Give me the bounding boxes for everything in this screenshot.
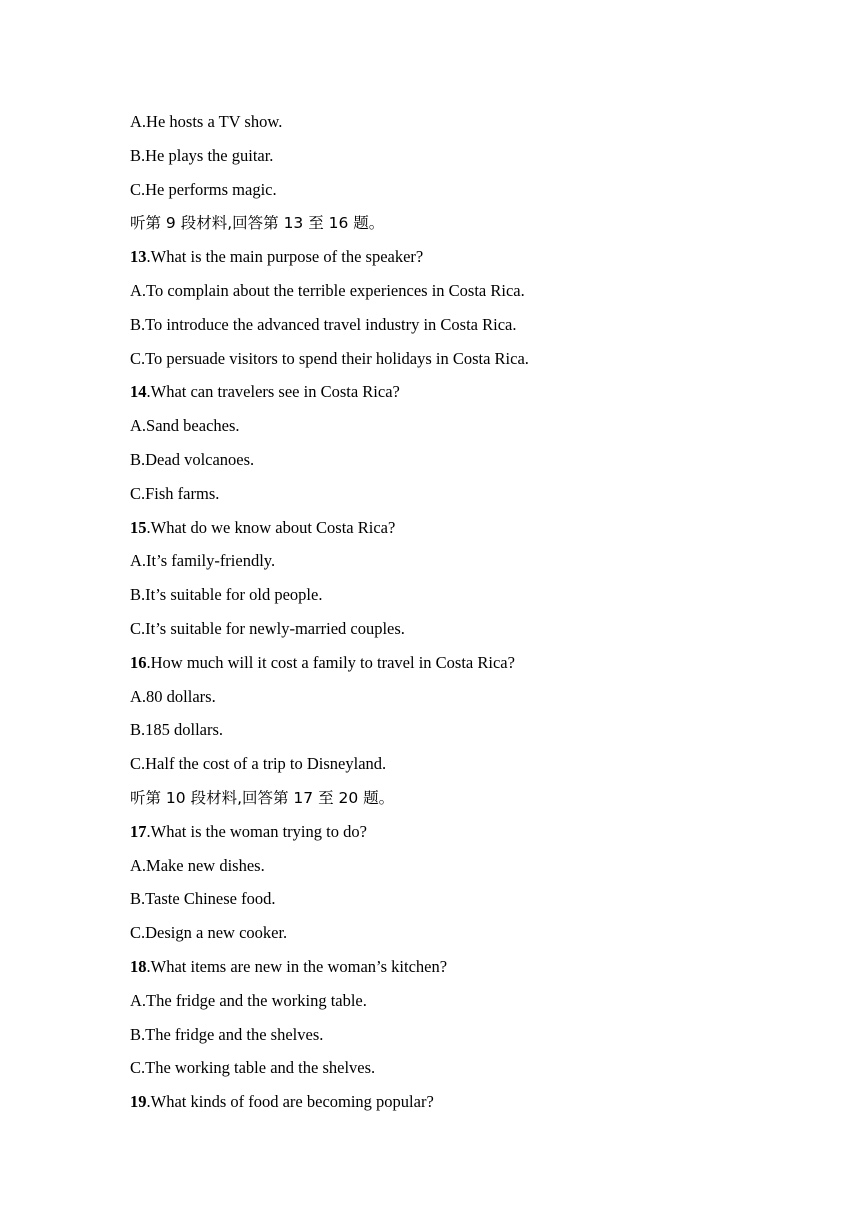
q18-option-c: C.The working table and the shelves. [130, 1058, 376, 1078]
q18-option-a: A.The fridge and the working table. [130, 990, 367, 1010]
document-page [130, 108, 770, 1122]
q13-text: .What is the main purpose of the speaker? [146, 247, 424, 267]
q17-option-b: B.Taste Chinese food. [130, 889, 276, 909]
q15-option-a: A.It’s family-friendly. [130, 551, 276, 571]
q15-text: .What do we know about Costa Rica? [146, 517, 396, 537]
q16-option-c: C.Half the cost of a trip to Disneyland. [130, 754, 387, 774]
q17-option-c: C.Design a new cooker. [130, 923, 288, 943]
q14-stem [130, 378, 770, 412]
q13-option-c: C.To persuade visitors to spend their holidays in Costa Rica. [130, 348, 529, 368]
q17-option-a: A.Make new dishes. [130, 855, 265, 875]
q16-number: 16 [130, 652, 147, 672]
q13-option-a: A.To complain about the terrible experiences in Costa Rica. [130, 280, 525, 300]
q14-option-a: A.Sand beaches. [130, 416, 240, 436]
q16-text: .How much will it cost a family to travel in Costa Rica? [146, 652, 515, 672]
q16-option-a: A.80 dollars. [130, 686, 216, 706]
q15-number: 15 [130, 517, 147, 537]
q12-option-b: B.He plays the guitar. [130, 145, 274, 165]
q15-option-b: B.It’s suitable for old people. [130, 585, 323, 605]
q15-option-c: C.It’s suitable for newly-married couples. [130, 618, 405, 638]
q17-number: 17 [130, 821, 147, 841]
q14-option-b: B.Dead volcanoes. [130, 449, 255, 469]
q19-text: .What kinds of food are becoming popular? [146, 1092, 434, 1112]
q17-stem [130, 818, 770, 852]
q14-number: 14 [130, 382, 147, 402]
q12-option-a: A.He hosts a TV show. [130, 112, 283, 131]
q14-text: .What can travelers see in Costa Rica? [146, 382, 400, 402]
q18-option-b: B.The fridge and the shelves. [130, 1024, 324, 1044]
q14-option-c: C.Fish farms. [130, 483, 220, 503]
section-9-instruction: 听第 9 段材料,回答第 13 至 16 题。 [130, 214, 385, 233]
q17-text: .What is the woman trying to do? [146, 821, 367, 841]
section-10-instruction: 听第 10 段材料,回答第 17 至 20 题。 [130, 788, 395, 807]
q13-number: 13 [130, 247, 147, 267]
q18-text: .What items are new in the woman’s kitchen? [146, 956, 448, 976]
q19-stem [130, 1088, 770, 1122]
q13-stem [130, 243, 770, 277]
q19-number: 19 [130, 1092, 147, 1112]
q18-number: 18 [130, 956, 147, 976]
q16-stem [130, 649, 770, 683]
q13-option-b: B.To introduce the advanced travel industry in Costa Rica. [130, 314, 517, 334]
q15-stem [130, 514, 770, 548]
q18-stem [130, 953, 770, 987]
q16-option-b: B.185 dollars. [130, 720, 224, 740]
q12-option-c: C.He performs magic. [130, 179, 277, 199]
